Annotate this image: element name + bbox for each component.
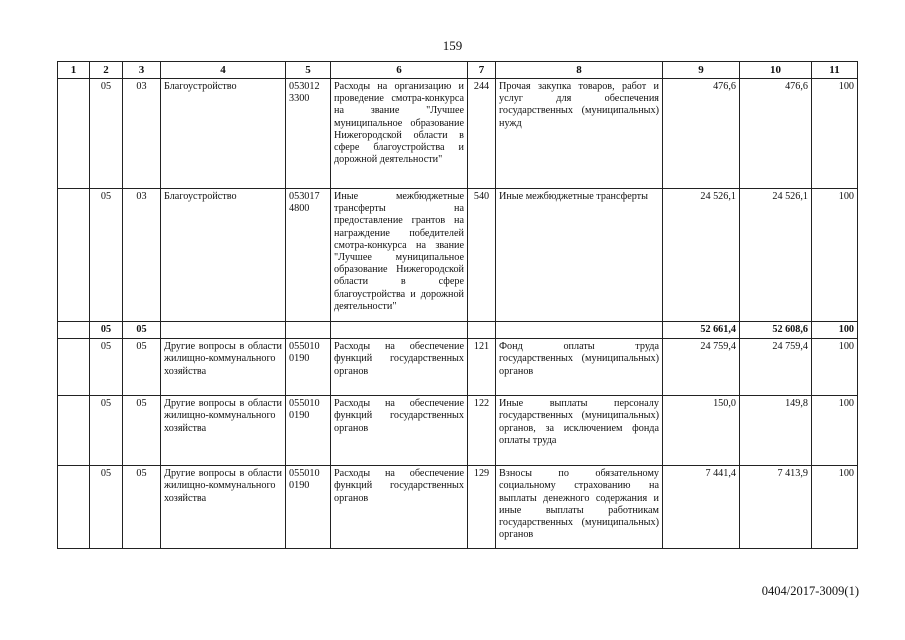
cell-plan: 476,6	[663, 79, 740, 189]
cell-percent: 100	[812, 466, 858, 549]
col-header-2: 2	[90, 62, 123, 79]
cell-percent: 100	[812, 322, 858, 339]
cell-name: Благоустройство	[161, 189, 286, 322]
cell-expense-name: Прочая закупка товаров, работ и услуг для обеспечения государственных (муниципальных) нужд	[496, 79, 663, 189]
cell-section: 05	[90, 322, 123, 339]
cell-expense-name: Взносы по обязательному социальному страхованию на выплаты денежного содержания и иные выплаты работникам государственных (муниципальных) органов	[496, 466, 663, 549]
cell-col1	[58, 466, 90, 549]
col-header-7: 7	[468, 62, 496, 79]
cell-name: Другие вопросы в области жилищно-коммунального хозяйства	[161, 396, 286, 466]
table-row	[58, 79, 858, 189]
cell-subsection: 03	[123, 189, 161, 322]
cell-expense-code: 121	[468, 339, 496, 396]
cell-fact: 52 608,6	[740, 322, 812, 339]
cell-target-code: 055010 0190	[286, 339, 331, 396]
col-header-4: 4	[161, 62, 286, 79]
cell-expense-code: 244	[468, 79, 496, 189]
cell-expense-code: 129	[468, 466, 496, 549]
cell-percent: 100	[812, 339, 858, 396]
cell-target-name: Иные межбюджетные трансферты на предоставление грантов на награждение победителей смотра-конкурса на звание "Лучшее муниципальное образование Нижегородской области в сфере благоустройства и дорожной деятельности"	[331, 189, 468, 322]
cell-fact: 476,6	[740, 79, 812, 189]
cell-expense-code: 122	[468, 396, 496, 466]
col-header-11: 11	[812, 62, 858, 79]
cell-subsection: 05	[123, 339, 161, 396]
cell-target-name: Расходы на обеспечение функций государственных органов	[331, 466, 468, 549]
cell-expense-name: Фонд оплаты труда государственных (муниципальных) органов	[496, 339, 663, 396]
cell-plan: 150,0	[663, 396, 740, 466]
cell-name: Благоустройство	[161, 79, 286, 189]
cell-target-name: Расходы на организацию и проведение смотра-конкурса на звание "Лучшее муниципальное образование Нижегородской области в сфере благоустройства и дорожной деятельности"	[331, 79, 468, 189]
cell-percent: 100	[812, 79, 858, 189]
cell-col1	[58, 339, 90, 396]
cell-name	[161, 322, 286, 339]
subtotal-row	[58, 322, 858, 339]
col-header-5: 5	[286, 62, 331, 79]
cell-expense-name: Иные выплаты персоналу государственных (муниципальных) органов, за исключением фонда оплаты труда	[496, 396, 663, 466]
col-header-9: 9	[663, 62, 740, 79]
cell-expense-name: Иные межбюджетные трансферты	[496, 189, 663, 322]
cell-fact: 7 413,9	[740, 466, 812, 549]
cell-col1	[58, 189, 90, 322]
cell-expense-code: 540	[468, 189, 496, 322]
cell-fact: 149,8	[740, 396, 812, 466]
cell-target-code: 053017 4800	[286, 189, 331, 322]
table-row	[58, 189, 858, 322]
cell-percent: 100	[812, 396, 858, 466]
cell-percent: 100	[812, 189, 858, 322]
cell-subsection: 05	[123, 396, 161, 466]
cell-subsection: 05	[123, 466, 161, 549]
cell-section: 05	[90, 466, 123, 549]
cell-col1	[58, 79, 90, 189]
cell-plan: 7 441,4	[663, 466, 740, 549]
cell-section: 05	[90, 396, 123, 466]
cell-target-code	[286, 322, 331, 339]
cell-target-code: 055010 0190	[286, 466, 331, 549]
table-row	[58, 396, 858, 466]
cell-expense-code	[468, 322, 496, 339]
cell-subsection: 03	[123, 79, 161, 189]
header-row	[58, 62, 858, 79]
cell-section: 05	[90, 189, 123, 322]
cell-target-code: 053012 3300	[286, 79, 331, 189]
cell-target-name: Расходы на обеспечение функций государственных органов	[331, 396, 468, 466]
cell-name: Другие вопросы в области жилищно-коммунального хозяйства	[161, 466, 286, 549]
cell-plan: 52 661,4	[663, 322, 740, 339]
col-header-1: 1	[58, 62, 90, 79]
cell-target-name: Расходы на обеспечение функций государственных органов	[331, 339, 468, 396]
col-header-3: 3	[123, 62, 161, 79]
cell-name: Другие вопросы в области жилищно-коммунального хозяйства	[161, 339, 286, 396]
cell-col1	[58, 396, 90, 466]
col-header-6: 6	[331, 62, 468, 79]
cell-section: 05	[90, 339, 123, 396]
cell-col1	[58, 322, 90, 339]
cell-target-code: 055010 0190	[286, 396, 331, 466]
cell-fact: 24 759,4	[740, 339, 812, 396]
table-row	[58, 466, 858, 549]
cell-plan: 24 759,4	[663, 339, 740, 396]
document-code: 0404/2017-3009(1)	[761, 584, 859, 598]
cell-target-name	[331, 322, 468, 339]
budget-table	[57, 61, 858, 549]
cell-fact: 24 526,1	[740, 189, 812, 322]
cell-plan: 24 526,1	[663, 189, 740, 322]
cell-expense-name	[496, 322, 663, 339]
col-header-10: 10	[740, 62, 812, 79]
table-row	[58, 339, 858, 396]
page-number: 159	[442, 38, 463, 53]
cell-subsection: 05	[123, 322, 161, 339]
col-header-8: 8	[496, 62, 663, 79]
cell-section: 05	[90, 79, 123, 189]
